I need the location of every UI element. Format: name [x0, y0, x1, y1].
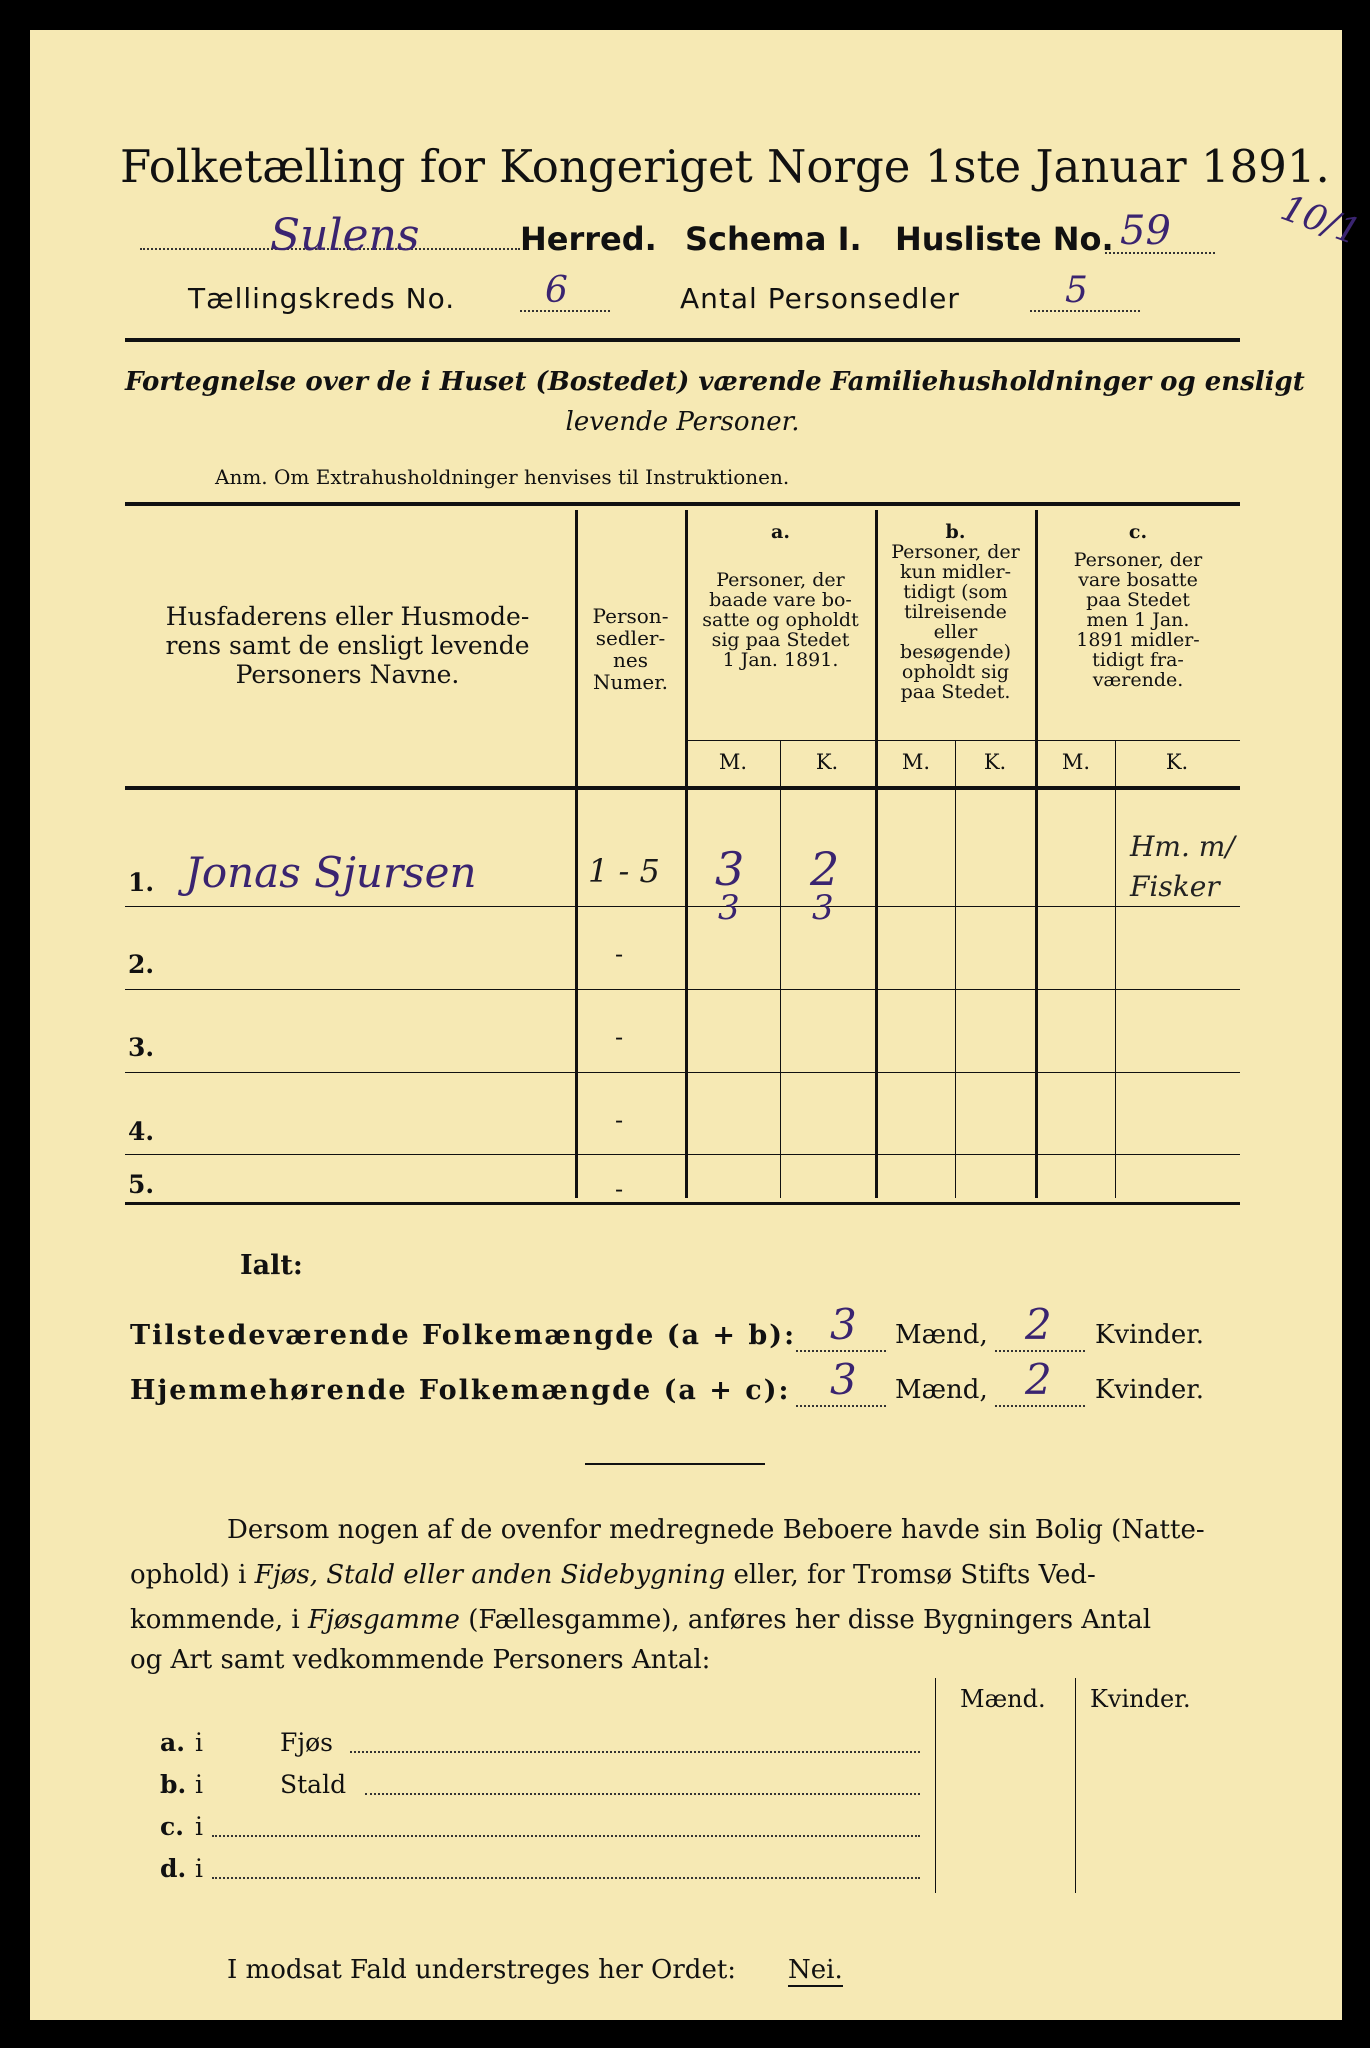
- building-d-line: [212, 1877, 920, 1879]
- col-b-m: M.: [901, 750, 931, 774]
- buildings-line3: [130, 1605, 1151, 1635]
- total-resident-m: 3: [830, 1355, 857, 1404]
- section-divider: [585, 1463, 765, 1465]
- buildings-line3-b: Fjøsgamme: [308, 1605, 460, 1635]
- col-c-l1: Personer, der: [1073, 549, 1203, 571]
- schema-label: Schema I.: [685, 220, 862, 258]
- census-form: [30, 30, 1366, 2020]
- row-number: 5.: [128, 1170, 155, 1199]
- buildings-col-divider-1: [935, 1678, 936, 1893]
- buildings-col-maend: Mænd.: [960, 1685, 1046, 1713]
- row-number: 1.: [128, 868, 155, 897]
- col-c-k: K.: [1165, 750, 1189, 774]
- building-b-label: Stald: [280, 1770, 347, 1799]
- total-present-kvinder: Kvinder.: [1095, 1320, 1205, 1350]
- col-c-l3: paa Stedet: [1086, 589, 1190, 611]
- total-present-maend: Mænd,: [895, 1320, 988, 1350]
- personsedler-label: Antal Personsedler: [680, 282, 960, 315]
- husliste-label: Husliste No.: [895, 220, 1114, 258]
- col-c-letter: c.: [1128, 521, 1148, 543]
- kreds-value: 6: [545, 270, 568, 311]
- row-rule-1: [125, 906, 1240, 907]
- buildings-line2: [130, 1560, 1096, 1590]
- personsedler-value: 5: [1065, 270, 1088, 311]
- anm-note: Anm. Om Extrahusholdninger henvises til Instruktionen.: [215, 465, 790, 489]
- col-b-l6: besøgende): [899, 641, 1012, 663]
- row2-num: -: [615, 940, 624, 968]
- row1-name: Jonas Sjursen: [185, 848, 477, 897]
- col-a-header: [688, 522, 873, 670]
- table-header-rule: [125, 786, 1240, 790]
- total-present-m-line: [796, 1350, 886, 1352]
- row5-num: -: [615, 1175, 624, 1203]
- row-rule-2: [125, 989, 1240, 990]
- col-a-l4: sig paa Stedet: [711, 629, 850, 651]
- building-b-i: i: [195, 1770, 203, 1799]
- herred-value: Sulens: [270, 210, 420, 261]
- col-b-letter: b.: [945, 521, 966, 543]
- building-a-line: [350, 1751, 920, 1753]
- total-resident-maend: Mænd,: [895, 1375, 988, 1405]
- col-name-header: [125, 602, 570, 689]
- col-b-l8: paa Stedet.: [900, 681, 1011, 703]
- col-a-l5: 1 Jan. 1891.: [722, 649, 839, 671]
- buildings-line3-c: (Fællesgamme), anføres her disse Bygningers Antal: [459, 1605, 1152, 1635]
- col-b-mk-divider: [955, 740, 956, 1198]
- buildings-line2-a: ophold) i: [130, 1560, 255, 1590]
- total-resident-k: 2: [1025, 1355, 1052, 1404]
- row3-num: -: [615, 1023, 624, 1051]
- total-present-k-line: [995, 1350, 1085, 1352]
- col-name-l2: rens samt de ensligt levende: [165, 631, 530, 660]
- ialt-label: Ialt:: [240, 1250, 303, 1281]
- buildings-line2-c: eller, for Tromsø Stifts Ved-: [725, 1560, 1096, 1590]
- buildings-col-kvinder: Kvinder.: [1090, 1685, 1191, 1713]
- total-resident-m-line: [796, 1405, 886, 1407]
- total-present-m: 3: [830, 1300, 857, 1349]
- col-a-l2: baade vare bo-: [709, 589, 852, 611]
- building-a-i: i: [195, 1728, 203, 1757]
- col-num-l3: nes: [613, 648, 648, 672]
- col-c-header: [1038, 522, 1238, 690]
- building-d-letter: d.: [160, 1854, 187, 1883]
- total-present-label: Tilstedeværende Folkemængde (a + b):: [130, 1320, 797, 1351]
- table-bottom-rule: [125, 1202, 1240, 1205]
- row-number: 2.: [128, 950, 155, 979]
- col-a-l3: satte og opholdt: [702, 609, 859, 631]
- col-c-l6: tidigt fra-: [1092, 649, 1184, 671]
- col-num-header: [578, 605, 683, 693]
- col-num-l2: sedler-: [595, 626, 666, 650]
- total-resident-k-line: [995, 1405, 1085, 1407]
- intro-heading-line1: Fortegnelse over de i Huset (Bostedet) værende Familiehusholdninger og ensligt: [125, 367, 1305, 397]
- header-rule: [125, 338, 1240, 342]
- herred-label: Herred.: [520, 220, 657, 258]
- buildings-line1: Dersom nogen af de ovenfor medregnede Beboere havde sin Bolig (Natte-: [227, 1515, 1205, 1545]
- row1-num: 1 - 5: [588, 852, 660, 890]
- row-number: 3.: [128, 1033, 155, 1062]
- row1-a-k-check: 3: [812, 888, 834, 928]
- col-c-l5: 1891 midler-: [1076, 629, 1200, 651]
- col-num-l4: Numer.: [593, 670, 668, 694]
- row1-a-m: 3: [715, 842, 745, 896]
- col-c-l4: men 1 Jan.: [1086, 609, 1190, 631]
- buildings-line4: og Art samt vedkommende Personers Antal:: [130, 1645, 711, 1675]
- col-a-m: M.: [718, 750, 748, 774]
- building-c-i: i: [195, 1812, 203, 1841]
- mk-rule: [685, 740, 1240, 741]
- total-resident-label: Hjemmehørende Folkemængde (a + c):: [130, 1375, 791, 1406]
- total-present-k: 2: [1025, 1300, 1052, 1349]
- row-rule-3: [125, 1072, 1240, 1073]
- col-b-l5: eller: [933, 621, 978, 643]
- buildings-line2-b: Fjøs, Stald eller anden Sidebygning: [254, 1560, 726, 1590]
- col-b-l4: tilreisende: [904, 601, 1007, 623]
- col-b-k: K.: [983, 750, 1007, 774]
- col-b-l2: kun midler-: [899, 561, 1012, 583]
- row1-note-l1: Hm. m/: [1130, 830, 1235, 863]
- table-top-rule: [125, 502, 1240, 506]
- col-a-k: K.: [815, 750, 839, 774]
- husliste-value: 59: [1120, 208, 1171, 254]
- col-a-l1: Personer, der: [716, 569, 845, 591]
- total-resident-kvinder: Kvinder.: [1095, 1375, 1205, 1405]
- kreds-label: Tællingskreds No.: [188, 282, 456, 315]
- buildings-line3-a: kommende, i: [130, 1605, 308, 1635]
- building-b-letter: b.: [160, 1770, 187, 1799]
- building-a-letter: a.: [160, 1728, 185, 1757]
- col-b-l7: opholdt sig: [901, 661, 1010, 683]
- intro-heading-line2: levende Personer.: [565, 407, 800, 437]
- building-c-line: [212, 1835, 920, 1837]
- row-number: 4.: [128, 1117, 155, 1146]
- col-b-l1: Personer, der: [891, 541, 1020, 563]
- form-title: Folketælling for Kongeriget Norge 1ste Januar 1891.: [120, 140, 1330, 193]
- col-c-l2: vare bosatte: [1078, 569, 1198, 591]
- row1-a-m-check: 3: [718, 888, 740, 928]
- building-d-i: i: [195, 1854, 203, 1883]
- col-c-l7: værende.: [1092, 669, 1184, 691]
- col-b-l3: tidigt (som: [903, 581, 1008, 603]
- col-c-m: M.: [1061, 750, 1091, 774]
- row4-num: -: [615, 1106, 624, 1134]
- footer-text: I modsat Fald understreges her Ordet:: [227, 1955, 737, 1985]
- col-name-l1: Husfaderens eller Husmode-: [165, 602, 530, 631]
- building-a-label: Fjøs: [280, 1728, 333, 1757]
- margin-note: 10/1: [1275, 187, 1366, 254]
- footer-word-nei: Nei.: [788, 1955, 843, 1985]
- col-a-mk-divider: [780, 740, 781, 1198]
- buildings-col-divider-2: [1075, 1678, 1076, 1893]
- row1-note-l2: Fisker: [1130, 870, 1220, 903]
- col-num-l1: Person-: [592, 604, 669, 628]
- building-c-letter: c.: [160, 1812, 184, 1841]
- col-a-letter: a.: [771, 521, 790, 543]
- building-b-line: [365, 1793, 920, 1795]
- col-c-mk-divider: [1115, 740, 1116, 1198]
- col-b-header: [878, 522, 1033, 702]
- col-name-l3: Personers Navne.: [235, 660, 460, 689]
- row-rule-4: [125, 1154, 1240, 1155]
- row1-a-k: 2: [810, 842, 840, 896]
